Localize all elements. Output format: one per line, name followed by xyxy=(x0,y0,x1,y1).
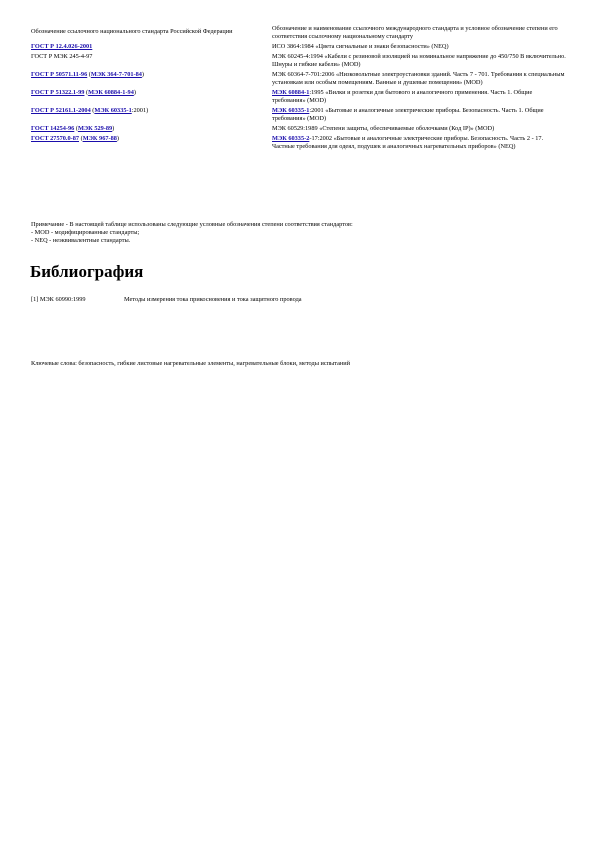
cell-text: МЭК 60364-7-701:2006 «Низковольтные электроустановки зданий. Часть 7 - 701. Требования к специальным установкам или особым помещениям. Ванные и душевые помещения» (MOD) xyxy=(272,70,565,86)
cell-text: ( xyxy=(74,124,78,132)
bibliography-heading: Библиография xyxy=(30,262,144,281)
standard-link[interactable]: ГОСТ Р 12.4.026-2001 xyxy=(31,43,93,50)
standard-link[interactable]: ГОСТ Р 52161.1-2004 xyxy=(31,106,91,114)
bibliography-item-text: Методы измерения тока прикосновения и тока защитного провода xyxy=(124,296,302,303)
cell-text: ) xyxy=(133,88,136,96)
cell-text: ( xyxy=(79,134,83,142)
international-standard-cell xyxy=(272,71,567,87)
cell-text: МЭК 60245-4:1994 «Кабели с резиновой изоляцией на номинальное напряжение до 450/750 В включительно. Шнуры и гибкие кабели» (MOD) xyxy=(272,52,566,68)
national-standard-cell xyxy=(31,43,272,51)
national-standard-cell xyxy=(31,107,272,123)
international-standard-cell xyxy=(272,107,567,123)
national-standard-cell xyxy=(31,89,272,105)
standard-link[interactable]: ГОСТ 27570.0-87 xyxy=(31,134,80,142)
table-body xyxy=(31,43,567,151)
cell-text: :2001) xyxy=(131,106,149,114)
cell-text: :2001 «Бытовые и аналогичные электрические приборы. Безопасность. Часть 1. Общие требования» (MOD) xyxy=(272,106,544,122)
standard-link[interactable]: МЭК 60335-1 xyxy=(272,106,310,114)
bibliography-item-number: [1] МЭК 60990:1999 xyxy=(31,296,86,303)
cell-text: ( xyxy=(87,70,91,78)
table-row xyxy=(31,125,567,133)
table-row xyxy=(31,71,567,87)
table-row xyxy=(31,135,567,151)
keywords: Ключевые слова: безопасность, гибкие листовые нагревательные элементы, нагревательные блоки, методы испытаний xyxy=(31,360,351,367)
standard-link[interactable]: ГОСТ 14254-96 xyxy=(31,124,75,132)
bibliography-item xyxy=(31,296,302,304)
table-note xyxy=(31,221,571,246)
note-line: Примечание - В настоящей таблице использованы следующие условные обозначения степени соответствия стандартов: xyxy=(31,221,353,228)
standard-link[interactable]: ГОСТ Р 51322.1-99 xyxy=(31,88,85,96)
header-international-standard: Обозначение и наименование ссылочного международного стандарта и условное обозначение степени его соответствия ссылочному национальному стандарту xyxy=(272,25,558,41)
cell-text: ( xyxy=(84,88,89,96)
national-standard-cell xyxy=(31,135,272,151)
note-line: - MOD - модифицированные стандарты; xyxy=(31,229,140,237)
standard-link[interactable]: МЭК 967-88 xyxy=(82,134,117,142)
cell-text: МЭК 60529:1989 «Степени защиты, обеспечиваемые оболочками (Код IP)» (MOD) xyxy=(272,124,495,132)
standard-link[interactable]: ГОСТ Р 50571.11-96 xyxy=(31,70,88,78)
cell-text: :1995 «Вилки и розетки для бытового и аналогичного применения. Часть 1. Общие требования» (MOD) xyxy=(272,88,533,104)
cell-text: ( xyxy=(90,106,95,114)
standard-link[interactable]: МЭК 60335-2 xyxy=(272,134,310,142)
standard-link[interactable]: МЭК 529-89 xyxy=(77,124,113,132)
note-line: - NEQ - неэквивалентные стандарты. xyxy=(31,237,131,245)
cell-text: -17:2002 «Бытовые и аналогичные электрические приборы. Безопасность. Часть 2 - 17. Частные требования для одеял, подушек и аналогичных нагревательных приборов» (NEQ) xyxy=(272,134,544,150)
table-header xyxy=(31,25,567,41)
table-row xyxy=(31,89,567,105)
cell-text: ИСО 3864:1984 «Цвета сигнальные и знаки безопасности» (NEQ) xyxy=(272,43,449,50)
international-standard-cell xyxy=(272,53,567,69)
national-standard-cell xyxy=(31,125,272,133)
international-standard-cell xyxy=(272,125,567,133)
international-standard-cell xyxy=(272,89,567,105)
table-row xyxy=(31,107,567,123)
standard-link[interactable]: МЭК 60884-1-94 xyxy=(88,88,134,96)
standard-link[interactable]: МЭК 60884-1 xyxy=(272,88,310,96)
reference-table xyxy=(31,25,567,151)
table-row xyxy=(31,53,567,69)
international-standard-cell xyxy=(272,43,567,51)
cell-text: ) xyxy=(116,134,119,142)
table-row xyxy=(31,43,567,51)
national-standard-cell xyxy=(31,71,272,87)
cell-text: ГОСТ Р МЭК 245-4-97 xyxy=(31,52,93,60)
standard-link[interactable]: МЭК 60335-1 xyxy=(94,106,132,114)
header-national-standard: Обозначение ссылочного национального стандарта Российской Федерации xyxy=(31,28,233,35)
cell-text: ) xyxy=(141,70,144,78)
cell-text: ) xyxy=(112,124,115,132)
standard-link[interactable]: МЭК 364-7-701-84 xyxy=(90,70,142,78)
national-standard-cell xyxy=(31,53,272,69)
international-standard-cell xyxy=(272,135,567,151)
